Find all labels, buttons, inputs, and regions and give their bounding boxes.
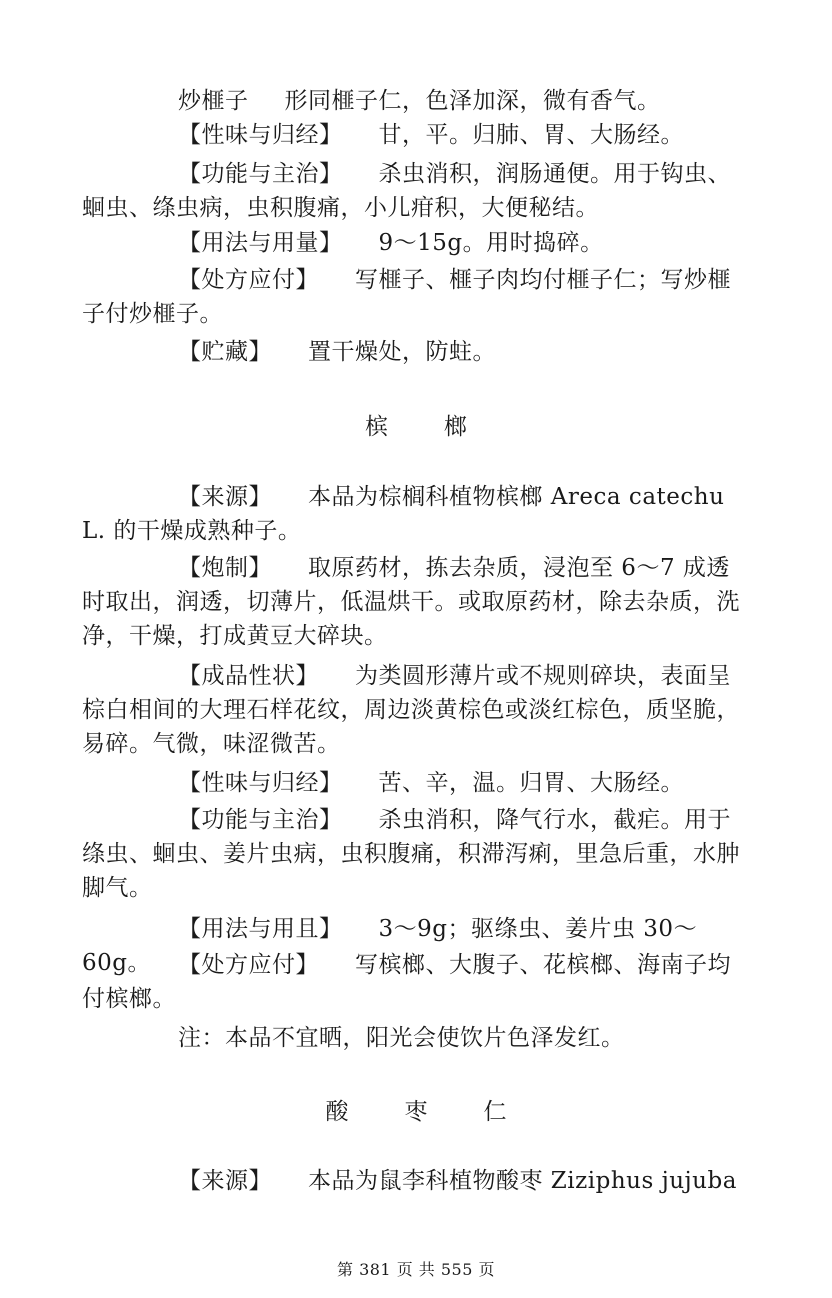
section-text: 3～9g；驱绦虫、姜片虫 30～60g。: [82, 916, 698, 976]
paragraph-zhucang-1: [82, 335, 752, 369]
paragraph-laiyuan-3: [178, 1164, 758, 1198]
section-label: 【功能与主治】: [178, 807, 343, 833]
section-label: 【成品性状】: [178, 663, 319, 689]
section-label: 【功能与主治】: [178, 161, 343, 187]
section-label: 【用法与用量】: [178, 230, 343, 256]
section-label: 【贮藏】: [178, 339, 272, 365]
section-text: 杀虫消积，降气行水，截疟。用于绦虫、蛔虫、姜片虫病，虫积腹痛，积滞泻痢，里急后重，水肿脚气。: [82, 807, 740, 901]
paragraph-note-2: [82, 1021, 752, 1055]
paragraph-chufang-2: [82, 948, 752, 1016]
paragraph-chufang-1: [82, 263, 752, 331]
section-label: 【用法与用且】: [178, 916, 343, 942]
section-label: 【性味与归经】: [178, 770, 343, 796]
paragraph-xingwei-1: [82, 118, 752, 152]
section-text: 取原药材，拣去杂质，浸泡至 6～7 成透时取出，润透，切薄片，低温烘干。或取原药材，除去杂质，洗净，干燥，打成黄豆大碎块。: [82, 555, 740, 649]
paragraph-gongneng-1: [82, 157, 752, 225]
section-label: 【来源】: [178, 1168, 272, 1194]
paragraph-gongneng-2: [82, 803, 752, 905]
section-text: 本品为鼠李科植物酸枣 Ziziphus jujuba: [308, 1168, 737, 1194]
paragraph-yongfa-1: [82, 226, 752, 260]
section-text: 苦、辛，温。归胃、大肠经。: [378, 770, 684, 796]
section-label: 【性味与归经】: [178, 122, 343, 148]
page-footer: 第 381 页 共 555 页: [336, 1260, 495, 1279]
section-text: 本品为棕榈科植物槟榔 Areca catechu L. 的干燥成熟种子。: [82, 484, 725, 544]
paragraph-xingzhuang-2: [82, 659, 752, 761]
paragraph-laiyuan-2: [82, 480, 752, 548]
section-text: 为类圆形薄片或不规则碎块，表面呈棕白相间的大理石样花纹，周边淡黄棕色或淡红棕色，质坚脆，易碎。气微，味涩微苦。: [82, 663, 740, 757]
section-text: 甘，平。归肺、胃、大肠经。: [378, 122, 684, 148]
section-label: 【处方应付】: [178, 267, 319, 293]
section-text: 写榧子、榧子肉均付榧子仁；写炒榧子付炒榧子。: [82, 267, 731, 327]
section-text: 写槟榔、大腹子、花槟榔、海南子均付槟榔。: [82, 952, 731, 1012]
section-label: 【炮制】: [178, 555, 272, 581]
note-text: 注：本品不宜晒，阳光会使饮片色泽发红。: [178, 1025, 625, 1051]
section-label: 【来源】: [178, 484, 272, 510]
paragraph-xingwei-2: [82, 766, 752, 800]
paragraph-paozhi-2: [82, 551, 752, 653]
paragraph-chao-feizi: [82, 84, 752, 118]
section-label: 【处方应付】: [178, 952, 319, 978]
section-title-suanzaoren: 酸枣仁: [325, 1099, 563, 1125]
item-text: 形同榧子仁，色泽加深，微有香气。: [284, 88, 661, 114]
section-text: 杀虫消积，润肠通便。用于钩虫、蛔虫、绦虫病，虫积腹痛，小儿疳积，大便秘结。: [82, 161, 731, 221]
section-text: 置干燥处，防蛀。: [308, 339, 496, 365]
item-label: 炒榧子: [178, 88, 249, 114]
section-text: 9～15g。用时捣碎。: [378, 230, 604, 256]
section-title-binlang: 槟榔: [365, 414, 523, 440]
